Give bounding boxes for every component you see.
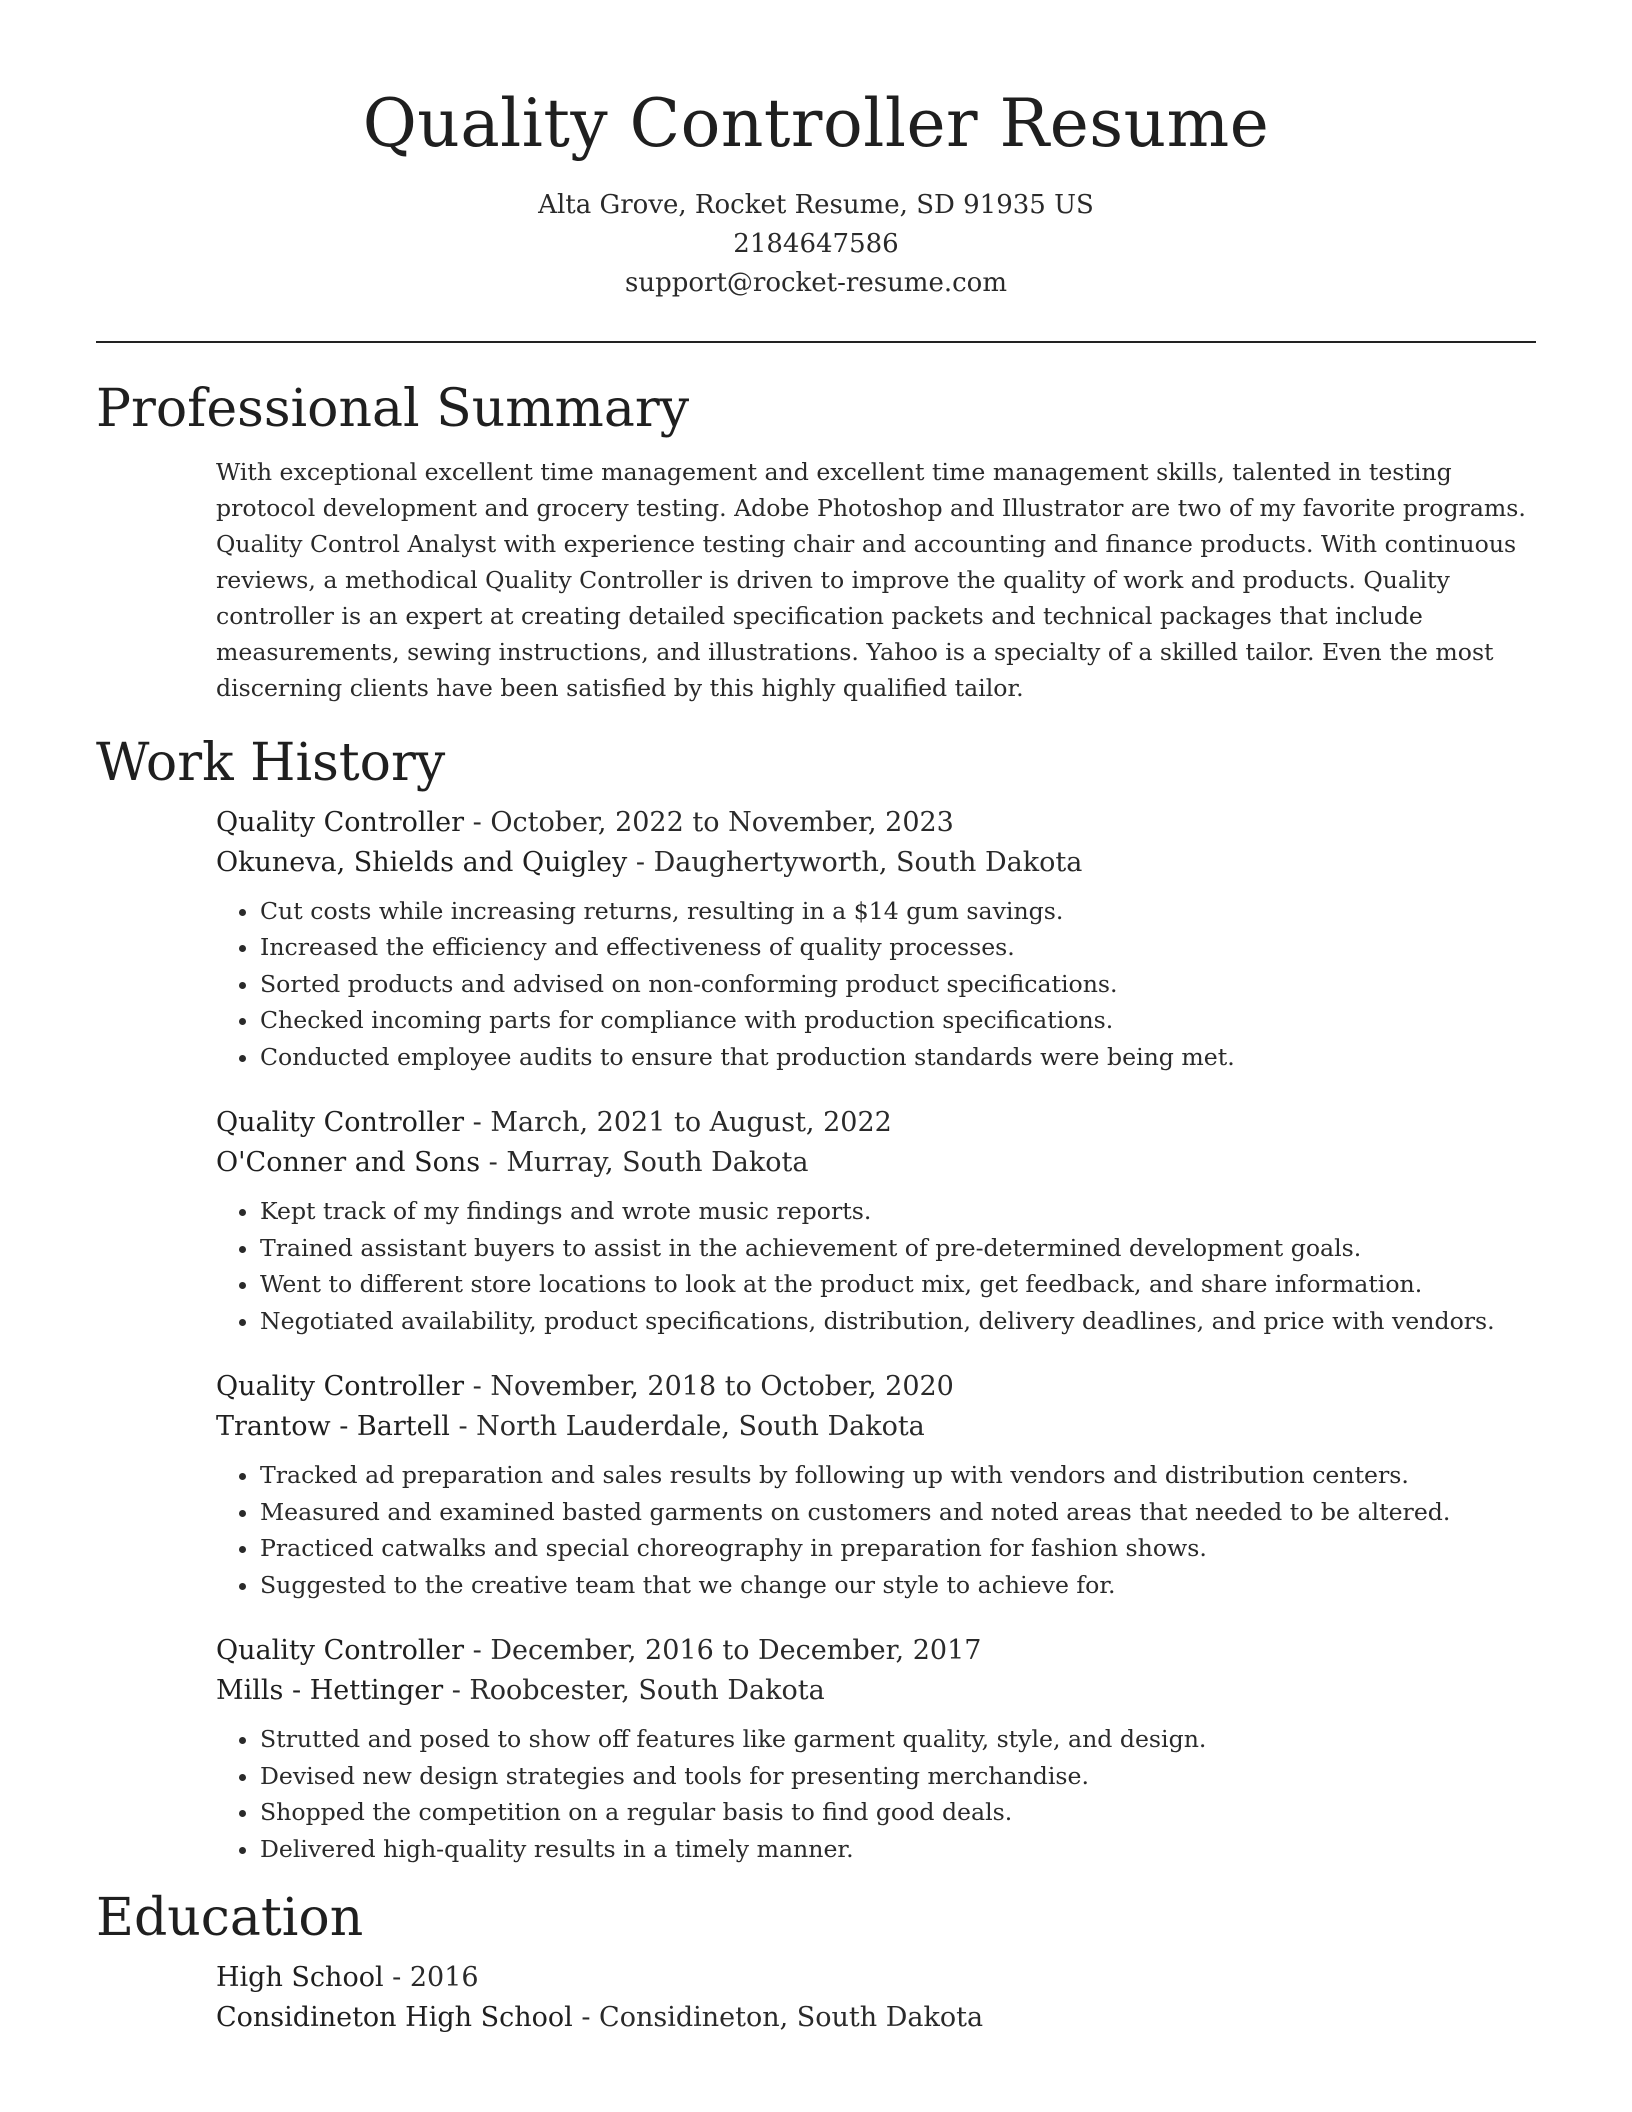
job-bullet: • Delivered high-quality results in a timely manner. [260,1831,1536,1868]
job-company-line [216,843,1536,883]
job-location: - North Lauderdale, South Dakota [449,1411,925,1443]
contact-address: Alta Grove, Rocket Resume, SD 91935 US [538,189,1094,220]
job-bullet: • Measured and examined basted garments on customers and noted areas that needed to be altered. [260,1494,1536,1531]
job-location: - Roobcester, South Dakota [443,1675,825,1707]
job-role: Quality Controller [216,1371,465,1403]
job-bullets [216,1721,1536,1867]
job-bullet: • Kept track of my findings and wrote music reports. [260,1193,1536,1230]
job-dates: - March, 2021 to August, 2022 [464,1107,892,1139]
job-location: - Murray, South Dakota [480,1147,809,1179]
job-dates: - November, 2018 to October, 2020 [464,1371,954,1403]
job-role: Quality Controller [216,806,465,838]
education-heading: Education [96,1888,364,1949]
job-company: O'Conner and Sons [216,1147,481,1179]
work-history-section [96,732,1536,1867]
job-title-line [216,803,1536,843]
job-title-line [216,1631,1536,1671]
job-entry [216,1631,1536,1867]
contact-email: support@rocket-resume.com [624,267,1007,298]
job-bullet: • Conducted employee audits to ensure that production standards were being met. [260,1039,1536,1076]
education-degree: High School [216,1961,384,1993]
education-year: - 2016 [383,1961,479,1993]
job-bullet: • Negotiated availability, product specifications, distribution, delivery deadlines, and price with vendors. [260,1303,1536,1340]
job-dates: - December, 2016 to December, 2017 [464,1635,982,1667]
resume-title: Quality Controller Resume [362,85,1270,162]
job-company-line [216,1143,1536,1183]
job-role: Quality Controller [216,1107,465,1139]
job-bullets [216,893,1536,1076]
job-bullets [216,1193,1536,1339]
resume-body [96,378,1536,2038]
work-history-heading: Work History [96,733,446,794]
job-bullet: • Checked incoming parts for compliance with production specifications. [260,1002,1536,1039]
job-bullet: • Trained assistant buyers to assist in the achievement of pre-determined development goals. [260,1230,1536,1267]
job-bullet: • Increased the efficiency and effectiveness of quality processes. [260,929,1536,966]
job-location: - Daughertyworth, South Dakota [627,846,1083,878]
education-school-line [216,1998,1536,2038]
job-company: Okuneva, Shields and Quigley [216,846,628,878]
summary-section [96,378,1536,706]
education-degree-line [216,1958,1536,1998]
job-bullet: • Practiced catwalks and special choreography in preparation for fashion shows. [260,1530,1536,1567]
summary-heading: Professional Summary [96,379,690,439]
job-dates: - October, 2022 to November, 2023 [464,806,954,838]
job-company: Mills - Hettinger [216,1675,444,1707]
education-school: Considineton High School [216,2001,573,2033]
header-divider [96,341,1536,343]
education-section [96,1887,1536,2037]
contact-block [0,186,1632,303]
job-bullet: • Shopped the competition on a regular basis to find good deals. [260,1794,1536,1831]
job-entry [216,1103,1536,1339]
job-bullet: • Suggested to the creative team that we change our style to achieve for. [260,1567,1536,1604]
job-bullet: • Sorted products and advised on non-conforming product specifications. [260,966,1536,1003]
job-role: Quality Controller [216,1635,465,1667]
job-company-line [216,1671,1536,1711]
job-title-line [216,1103,1536,1143]
job-bullet: • Devised new design strategies and tools for presenting merchandise. [260,1758,1536,1795]
job-bullet: • Cut costs while increasing returns, resulting in a $14 gum savings. [260,893,1536,930]
job-bullet: • Tracked ad preparation and sales results by following up with vendors and distribution centers. [260,1457,1536,1494]
education-entry [216,1958,1536,2038]
job-bullet: • Went to different store locations to look at the product mix, get feedback, and share information. [260,1266,1536,1303]
job-company: Trantow - Bartell [216,1411,450,1443]
job-title-line [216,1367,1536,1407]
resume-header [0,0,1632,303]
job-entry [216,803,1536,1076]
education-location: - Considineton, South Dakota [572,2001,984,2033]
job-entry [216,1367,1536,1603]
job-bullets [216,1457,1536,1603]
summary-text: With exceptional excellent time management and excellent time management skills, talented in testing protocol development and grocery testing. Adobe Photoshop and Illustrator are two of my favorite programs. Quality Control Analyst with experience testing chair and accounting and finance products. With continuous reviews, a methodical Quality Controller is driven to improve the quality of work and products. Quality controller is an expert at creating detailed specification packets and technical packages that include measurements, sewing instructions, and illustrations. Yahoo is a specialty of a skilled tailor. Even the most discerning clients have been satisfied by this highly qualified tailor. [216,458,1526,703]
job-bullet: • Strutted and posed to show off features like garment quality, style, and design. [260,1721,1536,1758]
contact-phone: 2184647586 [733,228,899,259]
job-company-line [216,1407,1536,1447]
